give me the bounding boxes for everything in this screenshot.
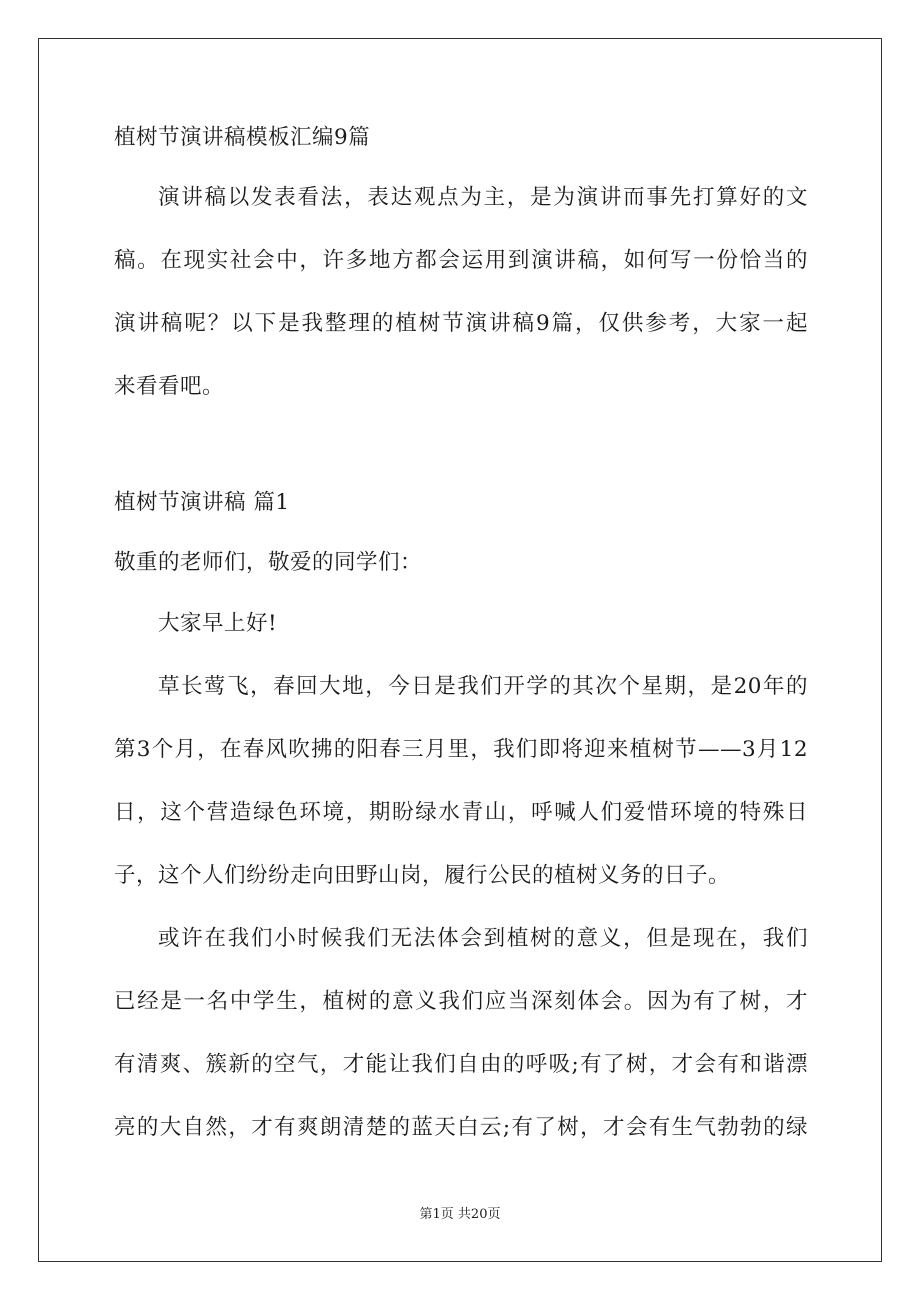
intro-paragraph [114, 182, 808, 403]
salutation: 敬重的老师们，敬爱的同学们： [114, 550, 423, 575]
para2-line-3: 有清爽、簇新的空气，才能让我们自由的呼吸;有了树，才会有和谐漂 [114, 1052, 808, 1077]
intro-line-4: 来看看吧。 [114, 374, 225, 399]
para1-line-4: 子，这个人们纷纷走向田野山岗，履行公民的植树义务的日子。 [114, 863, 731, 888]
document-body [114, 122, 808, 1144]
paragraph-1 [114, 671, 808, 892]
intro-line-3: 演讲稿呢？以下是我整理的植树节演讲稿9篇，仅供参考，大家一起 [114, 311, 808, 336]
para2-line-4: 亮的大自然，才有爽朗清楚的蓝天白云;有了树，才会有生气勃勃的绿 [114, 1115, 808, 1140]
para1-line-1: 草长莺飞，春回大地，今日是我们开学的其次个星期，是20年的 [158, 674, 808, 699]
page-footer: 第1页 共20页 [419, 1207, 501, 1222]
intro-line-2: 稿。在现实社会中，许多地方都会运用到演讲稿，如何写一份恰当的 [114, 248, 808, 273]
intro-line-1: 演讲稿以发表看法，表达观点为主，是为演讲而事先打算好的文 [158, 185, 808, 210]
section-heading: 植树节演讲稿 篇1 [114, 490, 290, 515]
para2-line-2: 已经是一名中学生，植树的意义我们应当深刻体会。因为有了树，才 [114, 989, 808, 1014]
para1-line-2: 第3个月，在春风吹拂的阳春三月里，我们即将迎来植树节——3月12 [114, 737, 808, 762]
paragraph-2 [114, 923, 808, 1144]
para1-line-3: 日，这个营造绿色环境，期盼绿水青山，呼喊人们爱惜环境的特殊日 [114, 800, 808, 825]
para2-line-1: 或许在我们小时候我们无法体会到植树的意义，但是现在，我们 [158, 926, 808, 951]
document-title: 植树节演讲稿模板汇编9篇 [114, 125, 371, 150]
greeting: 大家早上好! [158, 611, 278, 636]
